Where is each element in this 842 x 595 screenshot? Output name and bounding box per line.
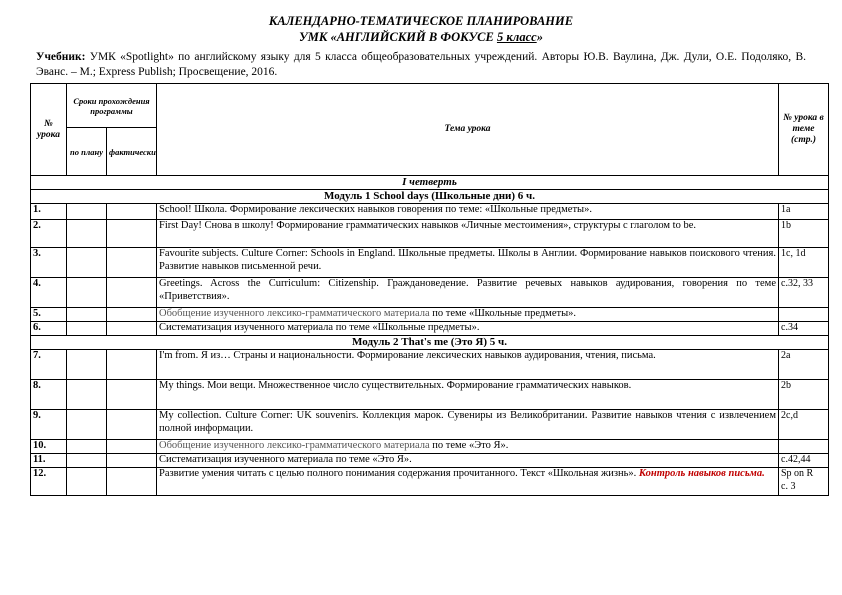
lesson-page: 1a — [779, 204, 829, 220]
title-prefix: УМК «АНГЛИЙСКИЙ В ФОКУСЕ — [299, 30, 497, 44]
lesson-num: 3. — [31, 248, 67, 278]
topic-rest: по теме «Это Я». — [429, 440, 509, 451]
topic-rest: по теме «Школьные предметы». — [429, 308, 577, 319]
lesson-page: с.32, 33 — [779, 278, 829, 308]
topic-generalization: Обобщение изученного лексико-грамматического материала — [159, 440, 430, 451]
lesson-page — [779, 440, 829, 454]
lesson-page: 1c, 1d — [779, 248, 829, 278]
lesson-page: с.34 — [779, 322, 829, 336]
plan-cell — [67, 248, 107, 278]
page-line2: с. 3 — [781, 480, 796, 492]
table-row — [31, 204, 829, 220]
plan-cell — [67, 278, 107, 308]
table-row — [31, 440, 829, 454]
fact-cell — [107, 468, 157, 496]
plan-cell — [67, 454, 107, 468]
header-plan: по плану — [67, 128, 107, 176]
topic-generalization: Обобщение изученного лексико-грамматического материала — [159, 308, 430, 319]
plan-cell — [67, 440, 107, 454]
fact-cell — [107, 204, 157, 220]
lesson-page: 2b — [779, 380, 829, 410]
plan-cell — [67, 350, 107, 380]
fact-cell — [107, 248, 157, 278]
lesson-topic: Greetings. Across the Curriculum: Citizenship. Граждановедение. Развитие речевых навыков аудирования, говорения по теме «Приветствия». — [157, 278, 779, 308]
planning-table — [30, 83, 829, 496]
lesson-num: 5. — [31, 308, 67, 322]
lesson-topic — [157, 308, 779, 322]
doc-title-line1: КАЛЕНДАРНО-ТЕМАТИЧЕСКОЕ ПЛАНИРОВАНИЕ — [268, 14, 574, 28]
lesson-topic: I'm from. Я из… Страны и национальности. Формирование лексических навыков аудирования, чтения, письма. — [157, 350, 779, 380]
plan-cell — [67, 204, 107, 220]
fact-cell — [107, 454, 157, 468]
lesson-page: с.42,44 — [779, 454, 829, 468]
table-row — [31, 278, 829, 308]
table-row — [31, 322, 829, 336]
textbook-text: УМК «Spotlight» по английскому языку для 5 класса общеобразовательных учреждений. Авторы Ю.В. Ваулина, Дж. Дули, О.Е. Подоляко, В. Эванс. – М.; Express Publish; Просвещение, 2016. — [36, 51, 806, 78]
plan-cell — [67, 468, 107, 496]
table-row — [31, 220, 829, 248]
lesson-num: 1. — [31, 204, 67, 220]
header-num: № урока — [31, 84, 67, 176]
lesson-topic: My things. Мои вещи. Множественное число существительных. Формирование грамматических навыков. — [157, 380, 779, 410]
lesson-topic: My collection. Culture Corner: UK souvenirs. Коллекция марок. Сувениры из Великобритании. Развитие навыков чтения с извлечением полной информации. — [157, 410, 779, 440]
table-row — [31, 410, 829, 440]
table-row — [31, 380, 829, 410]
lesson-num: 10. — [31, 440, 67, 454]
module-row — [31, 190, 829, 204]
fact-cell — [107, 380, 157, 410]
lesson-topic — [157, 468, 779, 496]
table-row — [31, 468, 829, 496]
fact-cell — [107, 278, 157, 308]
header-terms: Сроки прохождения программы — [67, 84, 157, 128]
table-row — [31, 454, 829, 468]
lesson-topic: School! Школа. Формирование лексических навыков говорения по теме: «Школьные предметы». — [157, 204, 779, 220]
fact-cell — [107, 322, 157, 336]
module-row — [31, 336, 829, 350]
title-class: 5 класс — [496, 30, 537, 44]
table-row — [31, 350, 829, 380]
lesson-page: 2c,d — [779, 410, 829, 440]
textbook-label: Учебник: — [36, 51, 86, 63]
lesson-num: 8. — [31, 380, 67, 410]
lesson-page — [779, 308, 829, 322]
lesson-topic — [157, 440, 779, 454]
table-row — [31, 248, 829, 278]
lesson-topic: First Day! Снова в школу! Формирование грамматических навыков «Личные местоимения», структуры с глаголом to be. — [157, 220, 779, 248]
lesson-num: 4. — [31, 278, 67, 308]
lesson-page — [779, 468, 829, 496]
lesson-page: 1b — [779, 220, 829, 248]
quarter-label: I четверть — [31, 176, 829, 190]
header-topic: Тема урока — [157, 84, 779, 176]
lesson-num: 2. — [31, 220, 67, 248]
lesson-topic: Favourite subjects. Culture Corner: Schools in England. Школьные предметы. Школы в Англии. Формирование навыков поискового чтения. Развитие навыков письменной речи. — [157, 248, 779, 278]
lesson-num: 6. — [31, 322, 67, 336]
module2-title: Модуль 2 That's me (Это Я) 5 ч. — [31, 336, 829, 350]
lesson-num: 9. — [31, 410, 67, 440]
fact-cell — [107, 220, 157, 248]
plan-cell — [67, 410, 107, 440]
header-row — [31, 84, 829, 128]
lesson-page: 2a — [779, 350, 829, 380]
textbook-info — [36, 50, 806, 80]
fact-cell — [107, 440, 157, 454]
lesson-num: 7. — [31, 350, 67, 380]
topic-main: Развитие умения читать с целью полного понимания содержания прочитанного. Текст «Школьная жизнь». — [159, 468, 639, 479]
fact-cell — [107, 410, 157, 440]
plan-cell — [67, 322, 107, 336]
lesson-topic: Систематизация изученного материала по теме «Школьные предметы». — [157, 322, 779, 336]
page-line1: Sp on R — [781, 468, 814, 479]
quarter-row — [31, 176, 829, 190]
header-fact: фактически — [107, 128, 157, 176]
doc-title-line2 — [0, 30, 842, 45]
module1-title: Модуль 1 School days (Школьные дни) 6 ч. — [31, 190, 829, 204]
fact-cell — [107, 350, 157, 380]
table-row — [31, 308, 829, 322]
lesson-num: 12. — [31, 468, 67, 496]
lesson-topic: Систематизация изученного материала по теме «Это Я». — [157, 454, 779, 468]
lesson-num: 11. — [31, 454, 67, 468]
fact-cell — [107, 308, 157, 322]
plan-cell — [67, 380, 107, 410]
header-page: № урока в теме (стр.) — [779, 84, 829, 176]
title-suffix: » — [536, 30, 543, 44]
control-writing-label: Контроль навыков письма. — [638, 468, 765, 479]
plan-cell — [67, 220, 107, 248]
plan-cell — [67, 308, 107, 322]
